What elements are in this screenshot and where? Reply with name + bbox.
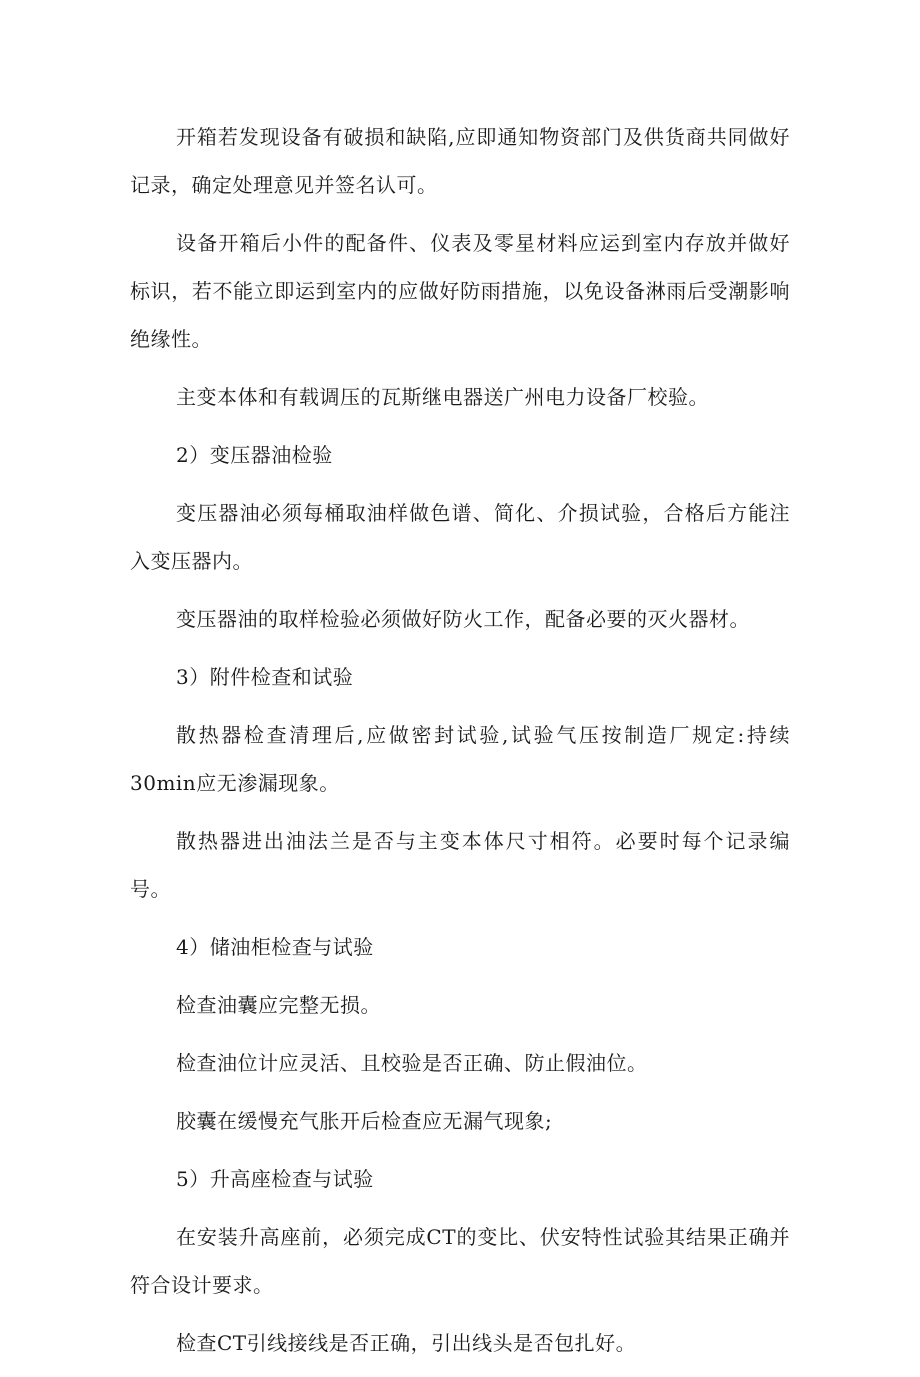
paragraph-ct-test: 在安装升高座前，必须完成CT的变比、伏安特性试验其结果正确并符合设计要求。	[130, 1225, 790, 1297]
paragraph-fire-prevention: 变压器油的取样检验必须做好防火工作，配备必要的灭火器材。	[176, 607, 750, 631]
heading-transformer-oil-test: 2）变压器油检验	[176, 443, 333, 467]
paragraph-oil-sampling: 变压器油必须每桶取油样做色谱、简化、介损试验，合格后方能注入变压器内。	[130, 501, 790, 573]
paragraph-ct-wiring-check: 检查CT引线接线是否正确，引出线头是否包扎好。	[176, 1331, 637, 1355]
paragraph-small-parts-storage: 设备开箱后小件的配备件、仪表及零星材料应运到室内存放并做好标识，若不能立即运到室内的应做好防雨措施，以免设备淋雨后受潮影响绝缘性。	[130, 231, 790, 351]
heading-accessory-inspection: 3）附件检查和试验	[176, 665, 354, 689]
paragraph-oil-level-gauge: 检查油位计应灵活、且校验是否正确、防止假油位。	[176, 1051, 648, 1075]
paragraph-unpacking-damage: 开箱若发现设备有破损和缺陷,应即通知物资部门及供货商共同做好记录，确定处理意见并签名认可。	[130, 125, 790, 197]
paragraph-bladder-leak-check: 胶囊在缓慢充气胀开后检查应无漏气现象;	[176, 1109, 553, 1133]
paragraph-oil-bag-check: 检查油囊应完整无损。	[176, 993, 381, 1017]
paragraph-radiator-flange: 散热器进出油法兰是否与主变本体尺寸相符。必要时每个记录编号。	[130, 829, 790, 901]
paragraph-gas-relay-calibration: 主变本体和有载调压的瓦斯继电器送广州电力设备厂校验。	[176, 385, 709, 409]
document-body	[130, 113, 790, 1377]
paragraph-radiator-seal-test: 散热器检查清理后,应做密封试验,试验气压按制造厂规定:持续30min应无渗漏现象。	[130, 723, 790, 795]
heading-conservator-inspection: 4）储油柜检查与试验	[176, 935, 374, 959]
heading-turret-inspection: 5）升高座检查与试验	[176, 1167, 374, 1191]
